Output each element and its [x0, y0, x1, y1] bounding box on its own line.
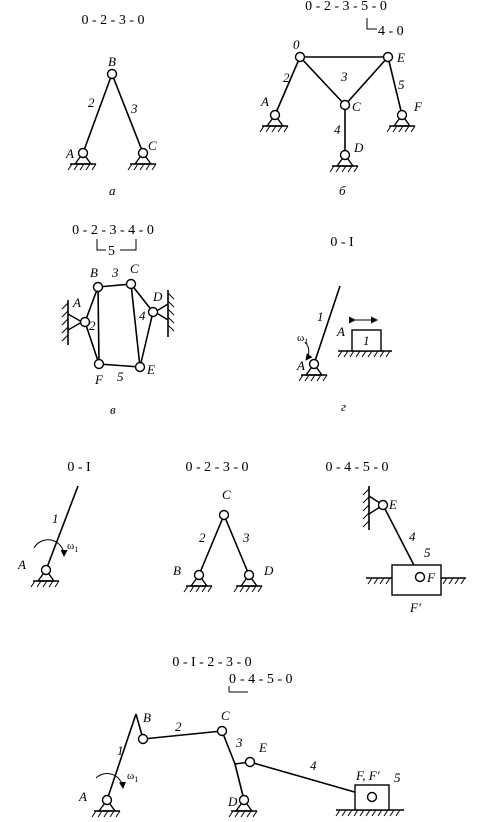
branch-formula-v: 5 — [108, 244, 115, 259]
label-a: A — [79, 789, 87, 804]
label-2: 2 — [89, 318, 96, 333]
joint-c — [341, 101, 350, 110]
label-ff: F, F' — [356, 768, 380, 783]
label-c: C — [222, 487, 231, 502]
label-a: A — [73, 295, 81, 310]
diagram-d3 — [326, 460, 467, 615]
label-3: 3 — [112, 265, 119, 280]
guide-hatch — [338, 351, 390, 357]
label-e: E — [397, 50, 405, 65]
joint-0 — [296, 53, 305, 62]
link-2-b — [275, 57, 300, 115]
joint-c — [220, 511, 229, 520]
label-2: 2 — [175, 719, 182, 734]
branch-formula-b: 4 - 0 — [378, 24, 404, 39]
label-f-prime: F' — [410, 600, 421, 615]
label-b: B — [143, 710, 151, 725]
label-1: 1 — [317, 309, 324, 324]
link-2-a — [83, 74, 112, 153]
diagram-d2 — [173, 460, 274, 592]
joint-b — [139, 735, 148, 744]
label-f: F — [427, 570, 435, 585]
label-b: B — [108, 54, 116, 69]
caption-g: г — [341, 399, 347, 414]
label-2: 2 — [283, 70, 290, 85]
joint-c — [127, 280, 136, 289]
formula-d2: 0 - 2 - 3 - 0 — [185, 460, 249, 475]
label-c: C — [148, 138, 157, 153]
link-5-v — [99, 364, 140, 367]
label-4: 4 — [139, 308, 146, 323]
label-2: 2 — [88, 95, 95, 110]
label-1: 1 — [52, 511, 59, 526]
diagram-full — [78, 655, 404, 817]
ground-support-a — [260, 111, 288, 133]
label-d: D — [228, 794, 238, 809]
label-b: B — [90, 265, 98, 280]
diagram-d1 — [17, 460, 91, 587]
omega-arrow — [34, 540, 64, 556]
link-3-left — [300, 57, 345, 105]
ground-support-a — [31, 566, 59, 588]
link-2 — [143, 731, 222, 739]
link-3 — [224, 515, 249, 575]
label-5: 5 — [394, 770, 401, 785]
label-a: A — [18, 557, 26, 572]
label-4: 4 — [310, 758, 317, 773]
omega-label: $\omega_1$ — [67, 540, 79, 554]
label-a-top: A — [337, 324, 345, 339]
label-f: F — [414, 99, 422, 114]
diagram-a — [65, 13, 157, 198]
formula-g: 0 - I — [330, 235, 354, 250]
label-c: C — [221, 708, 230, 723]
link-3-top — [222, 731, 235, 764]
label-3: 3 — [341, 69, 348, 84]
omega-label: $\omega_1$ — [297, 332, 309, 346]
branch-bracket-left — [97, 239, 106, 250]
label-b: B — [173, 563, 181, 578]
caption-a: а — [109, 183, 116, 198]
wall-d-hatch — [168, 293, 174, 331]
branch-bracket-right — [120, 239, 136, 250]
caption-b: б — [339, 183, 346, 198]
joint-f — [95, 360, 104, 369]
link-2 — [199, 515, 224, 575]
joint-e — [246, 758, 255, 767]
label-0: 0 — [293, 37, 300, 52]
label-3: 3 — [243, 530, 250, 545]
label-a: A — [66, 146, 74, 161]
ground-support-a — [92, 796, 120, 818]
omega-arrow — [96, 774, 123, 788]
wall-e-hatch — [363, 489, 369, 527]
joint-e — [379, 501, 388, 510]
omega-label: $\omega_1$ — [127, 770, 139, 784]
joint-e — [136, 363, 145, 372]
label-d: D — [153, 289, 163, 304]
label-1: 1 — [117, 743, 124, 758]
label-2: 2 — [199, 530, 206, 545]
joint-f — [416, 573, 425, 582]
label-5: 5 — [117, 369, 124, 384]
label-e: E — [389, 497, 397, 512]
formula-full: 0 - I - 2 - 3 - 0 — [172, 655, 252, 670]
ground-support-b — [184, 571, 212, 593]
label-4: 4 — [334, 122, 341, 137]
label-4: 4 — [409, 529, 416, 544]
joint-e — [384, 53, 393, 62]
link-2-top — [85, 287, 98, 322]
label-a: A — [297, 358, 305, 373]
link-3-a — [112, 74, 143, 153]
formula-a: 0 - 2 - 3 - 0 — [81, 13, 145, 28]
label-e: E — [147, 362, 155, 377]
link-2-side — [98, 287, 99, 364]
label-3: 3 — [131, 101, 138, 116]
branch-zero: 0 — [229, 672, 236, 687]
joint-d — [149, 308, 158, 317]
joint-c — [218, 727, 227, 736]
label-3: 3 — [236, 735, 243, 750]
guide-hatch — [336, 810, 400, 816]
formula-v: 0 - 2 - 3 - 4 - 0 — [72, 223, 154, 238]
caption-v: в — [110, 402, 116, 417]
label-c: C — [352, 99, 361, 114]
joint-b — [94, 283, 103, 292]
joint-f — [368, 793, 377, 802]
wall-a-hatch — [62, 303, 68, 341]
link-4-side — [131, 284, 140, 367]
formula-d3: 0 - 4 - 5 - 0 — [325, 460, 389, 475]
diagram-v — [62, 223, 174, 417]
crank-1 — [46, 486, 78, 570]
ground-support-d — [234, 571, 262, 593]
label-box-1: 1 — [363, 333, 370, 348]
label-e: E — [259, 740, 267, 755]
diagram-b — [260, 0, 423, 198]
ground-support-f — [387, 111, 415, 133]
label-5: 5 — [398, 77, 405, 92]
label-f: F — [95, 372, 103, 387]
branch-bracket-b — [367, 18, 377, 29]
branch-formula-full: - 4 - 5 - 0 — [240, 672, 293, 687]
label-5: 5 — [424, 545, 431, 560]
label-d: D — [264, 563, 274, 578]
formula-b: 0 - 2 - 3 - 5 - 0 — [305, 0, 387, 14]
diagram-g — [296, 235, 392, 414]
formula-d1: 0 - I — [67, 460, 91, 475]
label-a: A — [261, 94, 269, 109]
joint-b — [108, 70, 117, 79]
link-3-right — [345, 57, 388, 105]
label-c: C — [130, 261, 139, 276]
label-d: D — [354, 140, 364, 155]
